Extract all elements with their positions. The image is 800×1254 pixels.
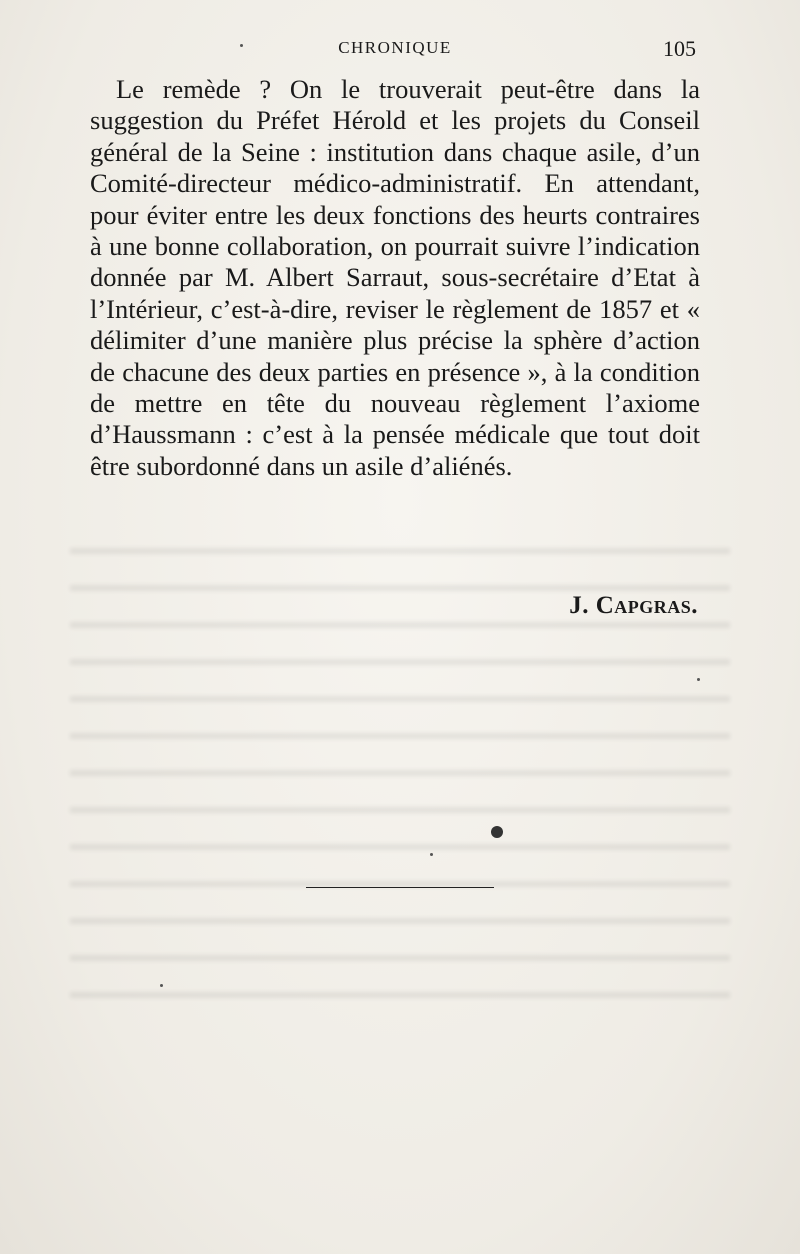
ornament-dot xyxy=(491,826,503,838)
paper-speck xyxy=(697,678,700,681)
page-number: 105 xyxy=(663,36,696,61)
running-title: CHRONIQUE xyxy=(338,38,452,57)
signature-name: J. Capgras. xyxy=(569,592,698,619)
section-divider-rule xyxy=(306,887,494,888)
paper-speck xyxy=(430,853,433,856)
paper-speck xyxy=(160,984,163,987)
author-signature xyxy=(569,592,698,620)
body-paragraph: Le remède ? On le trouverait peut-être dans la suggestion du Préfet Hérold et les projets du Conseil général de la Seine : institution dans chaque asile, d’un Comité-directeur médico-administratif. En attendant, pour éviter entre les deux fonctions des heurts contraires à une bonne collaboration, on pourrait suivre l’indication donnée par M. Albert Sarraut, sous-secrétaire d’Etat à l’Intérieur, c’est-à-dire, reviser le règlement de 1857 et « délimiter d’une manière plus précise la sphère d’action de chacune des deux parties en présence », à la condition de mettre en tête du nouveau règlement l’axiome d’Haussmann : c’est à la pensée médicale que tout doit être subordonné dans un asile d’aliénés. xyxy=(90,74,700,481)
running-header xyxy=(90,36,700,66)
